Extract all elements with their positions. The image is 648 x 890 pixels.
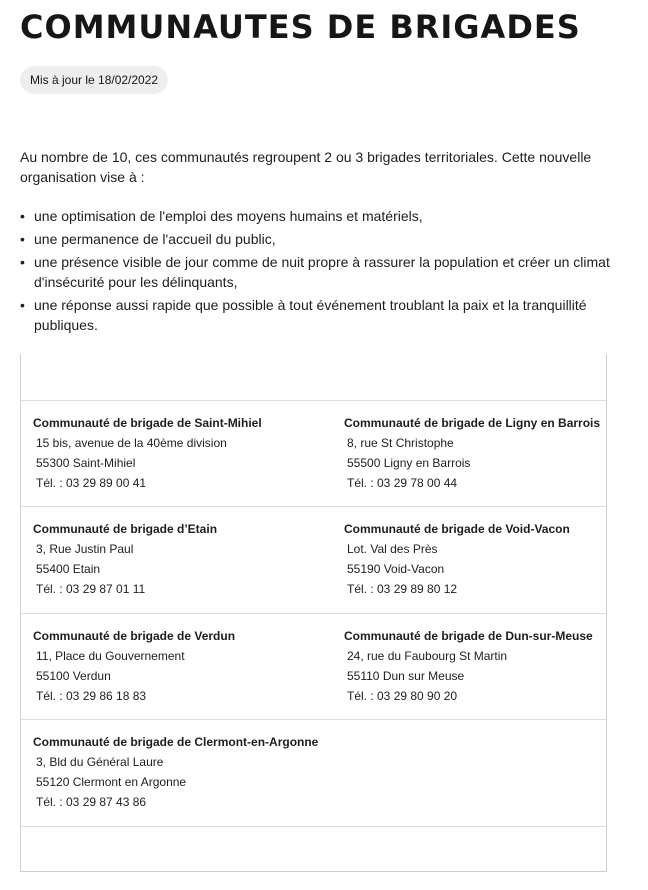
brigade-city: 55110 Dun sur Meuse [347,669,465,683]
brigade-name: Communauté de brigade de Dun-sur-Meuse [344,629,593,643]
brigade-city: 55400 Etain [36,562,101,576]
brigade-phone: Tél. : 03 29 86 18 83 [36,689,147,703]
brigade-name: Communauté de brigade de Verdun [33,629,236,643]
brigade-card-dun-sur-meuse [344,626,593,706]
brigade-address: 15 bis, avenue de la 40ème division [36,436,227,450]
brigade-phone: Tél. : 03 29 87 43 86 [36,795,147,809]
brigade-name: Communauté de brigade d’Etain [33,522,218,536]
brigade-card-ligny-en-barrois [344,413,600,493]
brigades-table [20,354,607,872]
table-row [21,613,606,720]
list-item: • une optimisation de l'emploi des moyens humains et matériels, [20,206,640,226]
table-row [21,719,606,827]
list-item: • une permanence de l'accueil du public, [20,229,640,249]
brigade-card-clermont-en-argonne [33,732,318,812]
brigade-name: Communauté de brigade de Ligny en Barrois [344,416,601,430]
brigade-card-void-vacon [344,519,570,599]
brigade-phone: Tél. : 03 29 80 90 20 [347,689,458,703]
page-title: COMMUNAUTES DE BRIGADES [20,8,581,46]
table-row [21,400,606,507]
brigade-city: 55100 Verdun [36,669,111,683]
brigade-city: 55120 Clermont en Argonne [36,775,187,789]
brigade-address: Lot. Val des Près [347,542,438,556]
list-item: • une présence visible de jour comme de nuit propre à rassurer la population et créer un climat d'insécurité pour les délinquants, [20,252,640,292]
brigade-address: 8, rue St Christophe [347,436,454,450]
brigade-address: 3, Rue Justin Paul [36,542,134,556]
intro-paragraph: Au nombre de 10, ces communautés regroupent 2 ou 3 brigades territoriales. Cette nouvelle organisation vise à : [20,149,592,185]
objectives-list [20,206,640,338]
brigade-phone: Tél. : 03 29 78 00 44 [347,476,458,490]
brigade-city: 55190 Void-Vacon [347,562,445,576]
brigade-phone: Tél. : 03 29 87 01 11 [36,582,146,596]
brigade-card-verdun [33,626,235,706]
brigade-address: 11, Place du Gouvernement [36,649,185,663]
brigade-city: 55500 Ligny en Barrois [347,456,471,470]
brigade-city: 55300 Saint-Mihiel [36,456,136,470]
table-row [21,506,606,613]
brigade-address: 24, rue du Faubourg St Martin [347,649,508,663]
brigade-name: Communauté de brigade de Saint-Mihiel [33,416,262,430]
brigade-card-saint-mihiel [33,413,262,493]
brigade-address: 3, Bld du Général Laure [36,755,164,769]
brigade-phone: Tél. : 03 29 89 00 41 [36,476,147,490]
update-date-badge: Mis à jour le 18/02/2022 [20,66,168,94]
list-item: • une réponse aussi rapide que possible à tout événement troublant la paix et la tranquillité publiques. [20,295,640,335]
brigade-phone: Tél. : 03 29 89 80 12 [347,582,458,596]
brigade-name: Communauté de brigade de Void-Vacon [344,522,570,536]
brigade-card-etain [33,519,217,599]
brigade-name: Communauté de brigade de Clermont-en-Argonne [33,735,319,749]
